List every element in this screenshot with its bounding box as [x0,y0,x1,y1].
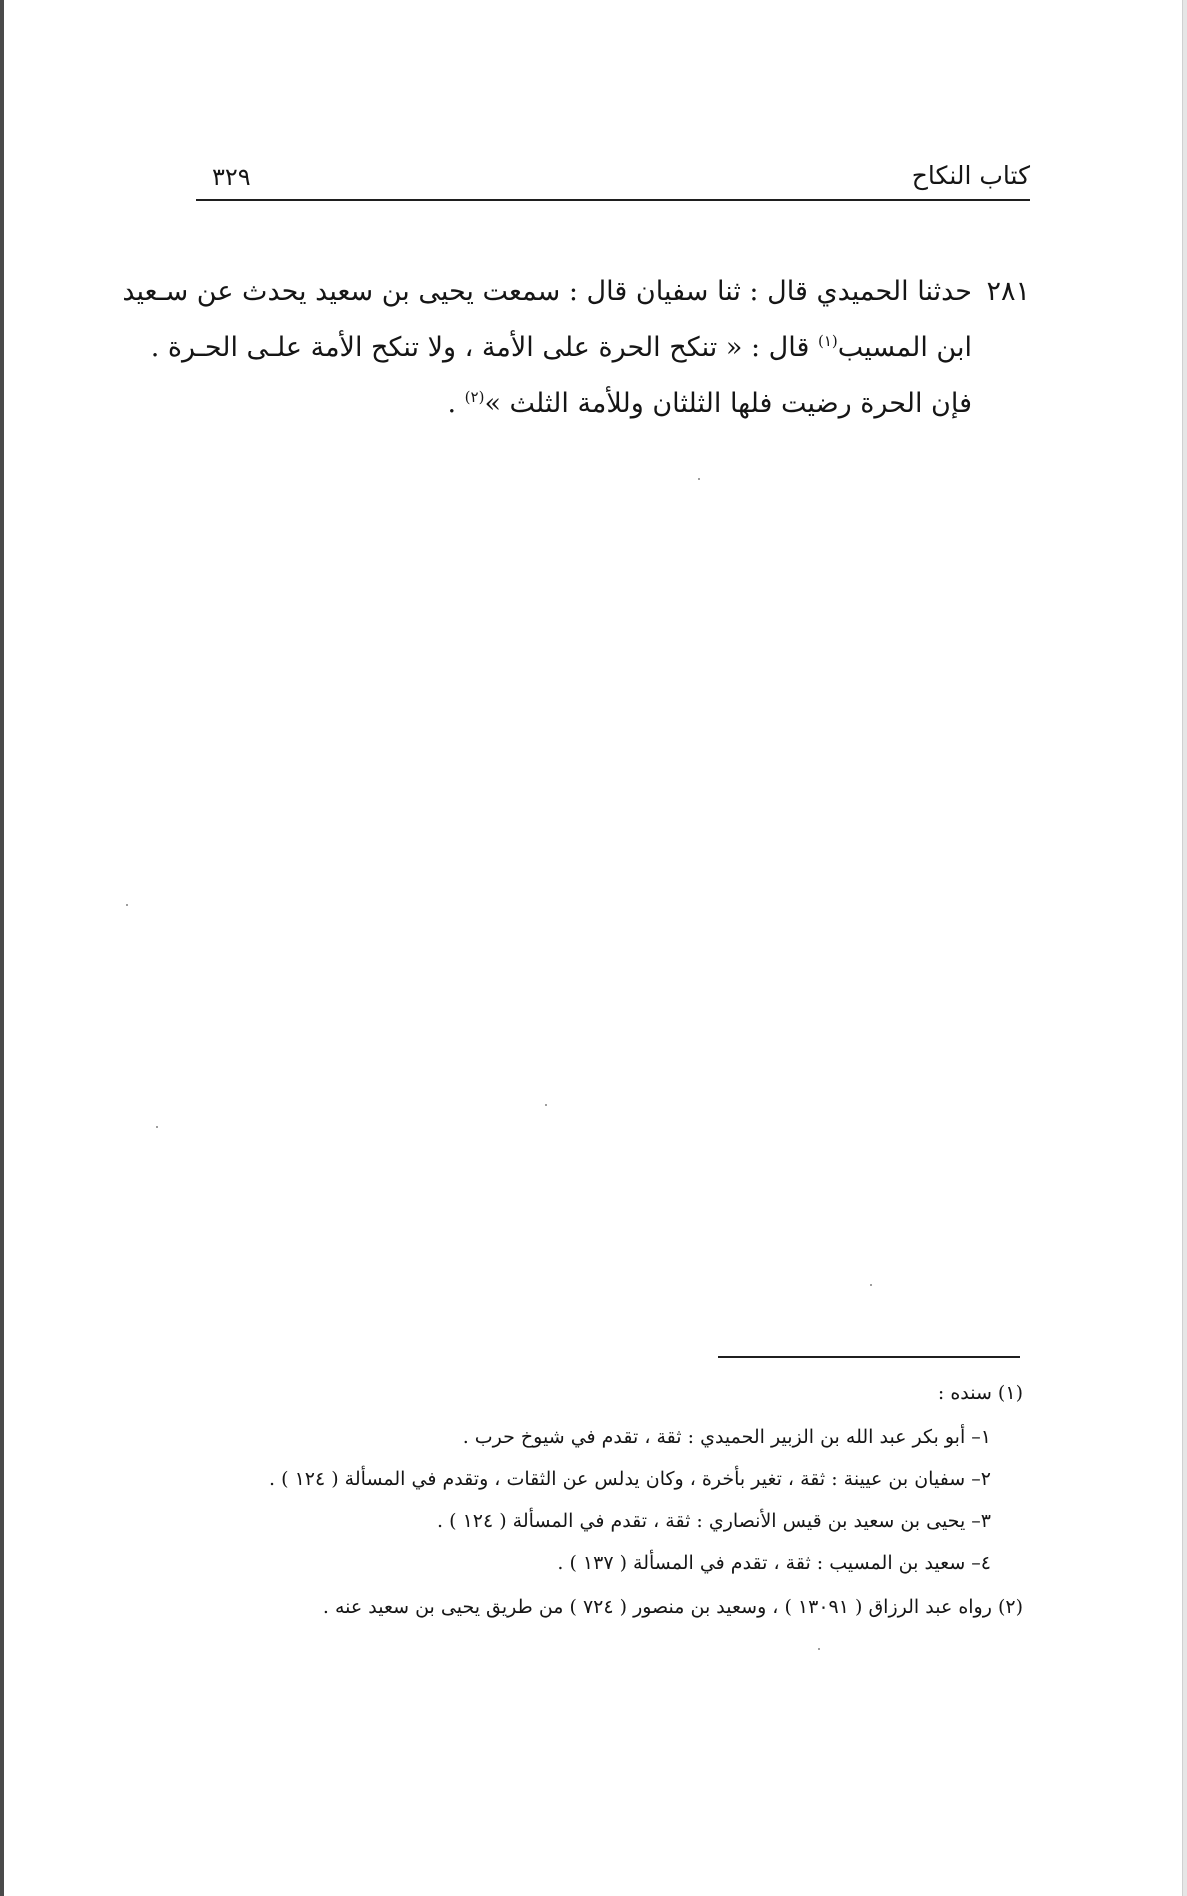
footnote-takhrij: (٢) رواه عبد الرزاق ( ١٣٠٩١ ) ، وسعيد بن منصور ( ٧٢٤ ) من طريق يحيى بن سعيد عنه . [322,1596,1023,1618]
footnote-rule [718,1356,1020,1358]
scan-speck [545,1104,547,1106]
running-title: كتاب النكاح [911,161,1030,190]
footnote-narrator-1: ١– أبو بكر عبد الله بن الزبير الحميدي : ثقة ، تقدم في شيوخ حرب . [462,1426,991,1448]
hadith-line-1: حدثنا الحميدي قال : ثنا سفيان قال : سمعت يحيى بن سعيد يحدث عن سـعيد [122,276,972,307]
footnote-narrator-4: ٤– سعيد بن المسيب : ثقة ، تقدم في المسألة ( ١٣٧ ) . [557,1552,991,1574]
scan-right-edge [1182,0,1187,1896]
footnote-isnad-heading: (١) سنده : [937,1382,1023,1404]
footnote-narrator-2: ٢– سفيان بن عيينة : ثقة ، تغير بأخرة ، وكان يدلس عن الثقات ، وتقدم في المسألة ( ١٢٤ ) . [269,1468,991,1490]
hadith-number: ٢٨١ [986,276,1030,307]
hadith-line-3-end: . [447,388,465,419]
page-header [196,160,1030,196]
hadith-line-3-start: فإن الحرة رضيت فلها الثلثان وللأمة الثلث » [484,388,972,419]
scan-speck [870,1284,872,1286]
header-rule [196,199,1030,201]
scan-speck [698,478,700,480]
scan-speck [818,1648,820,1650]
hadith-line-2-end: قال : « تنكح الحرة على الأمة ، ولا تنكح الأمة علـى الحـرة . [150,332,818,363]
hadith-line-2 [150,324,972,372]
footnote-marker-1: (١) [817,332,838,350]
scan-speck [156,1126,158,1128]
page-number: ٣٢٩ [212,163,251,191]
footnote-narrator-3: ٣– يحيى بن سعيد بن قيس الأنصاري : ثقة ، تقدم في المسألة ( ١٢٤ ) . [437,1510,991,1532]
footnote-marker-2: (٢) [464,388,485,406]
hadith-line-3 [447,380,972,428]
hadith-line-2-start: ابن المسيب [837,332,972,363]
scan-speck [126,904,128,906]
scan-left-edge [0,0,4,1896]
